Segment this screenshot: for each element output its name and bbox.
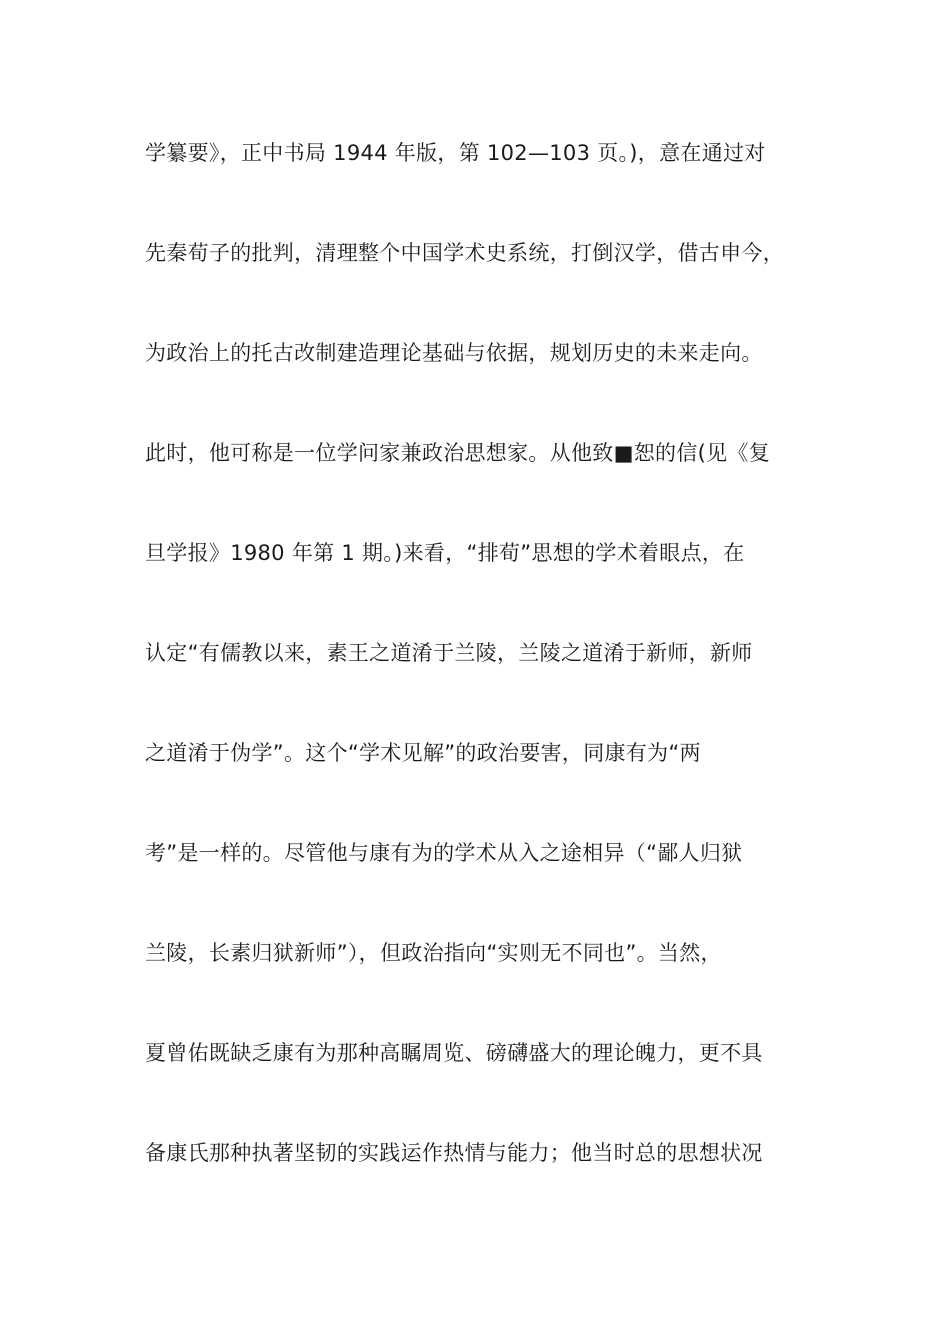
text-line: 兰陵，长素归狱新师”），但政治指向“实则无不同也”。当然， — [145, 941, 722, 965]
text-line: 此时，他可称是一位学问家兼政治思想家。从他致■恕的信(见《复 — [145, 441, 771, 465]
text-line: 之道淆于伪学”。这个“学术见解”的政治要害，同康有为“两 — [145, 741, 701, 765]
text-line: 为政治上的托古改制建造理论基础与依据，规划历史的未来走向。 — [145, 341, 763, 365]
text-line: 备康氏那种执著坚韧的实践运作热情与能力；他当时总的思想状况 — [145, 1141, 763, 1165]
text-line: 认定“有儒教以来，素王之道淆于兰陵，兰陵之道淆于新师，新师 — [145, 641, 753, 665]
text-line: 夏曾佑既缺乏康有为那种高瞩周览、磅礴盛大的理论魄力，更不具 — [145, 1041, 763, 1065]
text-line: 考”是一样的。尽管他与康有为的学术从入之途相异（“鄙人归狱 — [145, 841, 743, 865]
body-text — [145, 131, 845, 1231]
text-line: 先秦荀子的批判，清理整个中国学术史系统，打倒汉学，借古申今， — [145, 241, 784, 265]
text-line: 学纂要》，正中书局 1944 年版，第 102—103 页。)，意在通过对 — [145, 141, 766, 165]
text-line: 旦学报》1980 年第 1 期。)来看，“排荀”思想的学术着眼点，在 — [145, 541, 745, 565]
